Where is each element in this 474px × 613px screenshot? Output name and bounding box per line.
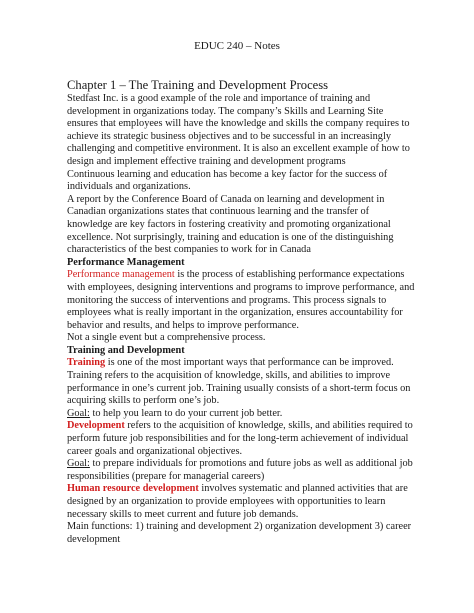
- development-definition-text: refers to the acquisition of knowledge, skills, and abilities required to perform future job responsibilities and for the long-term achievement of individual career goals and organizational objectives.: [67, 420, 413, 457]
- training-goal: [67, 408, 415, 421]
- intro-paragraph-1: Stedfast Inc. is a good example of the role and importance of training and development in organizations today. The company’s Skills and Learning Site ensures that employees will have the knowledge and skills the company requires to achieve its strategic business objectives and to be successful in an increasingly challenging and competitive environment. It is also an excellent example of how to design and implement effective training and development programs: [67, 93, 410, 167]
- performance-definition: [67, 269, 415, 332]
- training-definition: [67, 357, 415, 407]
- chapter-title: Chapter 1 – The Training and Development Process: [67, 78, 329, 92]
- goal-label: Goal:: [67, 407, 90, 419]
- page-header: EDUC 240 – Notes: [194, 40, 280, 52]
- development-term: Development: [67, 420, 125, 432]
- hrd-term: Human resource development: [67, 483, 199, 495]
- performance-definition-text: is the process of establishing performance expectations with employees, designing interventions and programs to improve performance, and monitoring the success of interventions and programs. This process signals to employees what is really important in the organization, ensures accountability for behavior and results, and helps to improve performance.: [67, 269, 415, 331]
- intro-paragraph-2: Continuous learning and education has become a key factor for the success of individuals and organizations.: [67, 168, 388, 193]
- training-term: Training: [67, 357, 106, 369]
- development-goal-text: to prepare individuals for promotions and future jobs as well as additional job responsibilities (prepare for managerial careers): [67, 458, 413, 482]
- performance-term: Performance management: [67, 269, 175, 281]
- performance-note: Not a single event but a comprehensive process.: [67, 332, 266, 344]
- main-functions: Main functions: 1) training and development 2) organization development 3) career development: [67, 521, 412, 545]
- development-goal: [67, 458, 415, 483]
- hrd-definition-text: involves systematic and planned activities that are designed by an organization to provide employees with opportunities to learn necessary skills to meet current and future job demands.: [67, 483, 408, 520]
- training-goal-text: to help you learn to do your current job better.: [89, 407, 283, 419]
- training-development-heading: Training and Development: [67, 344, 185, 356]
- training-definition-text: is one of the most important ways that performance can be improved. Training refers to the acquisition of knowledge, skills, and abilities to improve performance in one’s current job. Training usually consists of a short-term focus on acquiring skills to perform one’s job.: [67, 357, 411, 407]
- document-body: [67, 78, 415, 546]
- goal-label: Goal:: [67, 458, 90, 470]
- performance-heading: Performance Management: [67, 256, 185, 268]
- intro-paragraph-3: A report by the Conference Board of Canada on learning and development in Canadian organizations states that continuous learning and the transfer of knowledge are key factors in fostering creativity and promoting organizational excellence. Not surprisingly, training and education is one of the distinguishing characteristics of the best companies to work for in Canada: [67, 193, 394, 256]
- development-definition: [67, 420, 415, 458]
- hrd-definition: [67, 483, 415, 521]
